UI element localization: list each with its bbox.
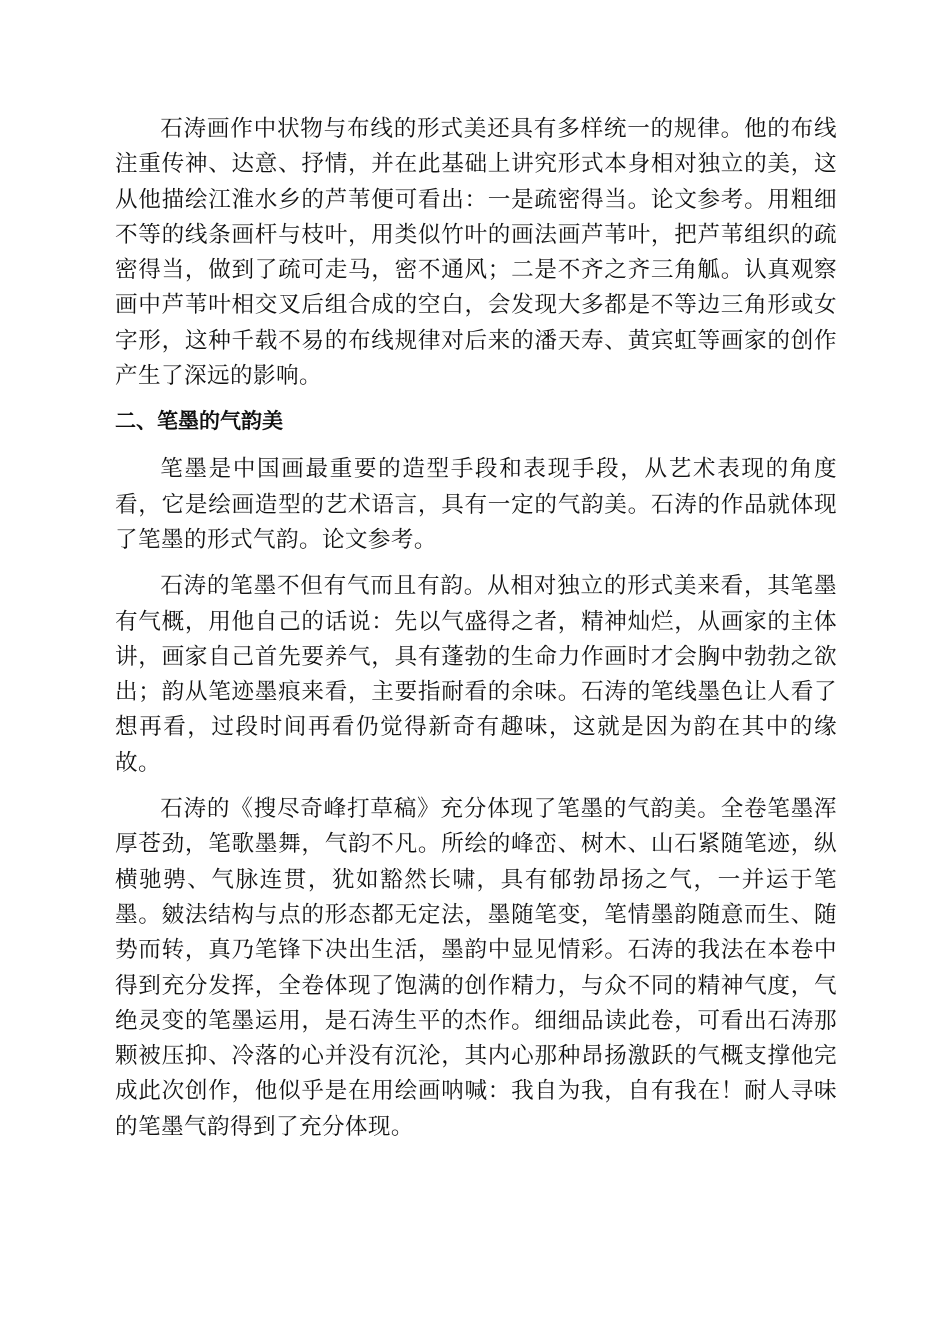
section-heading: 二、笔墨的气韵美 — [115, 409, 283, 434]
paragraph-brush-ink-intro: 笔墨是中国画最重要的造型手段和表现手段，从艺术表现的角度看，它是绘画造型的艺术语言，具有一定的气韵美。石涛的作品就体现了笔墨的形式气韵。论文参考。 — [115, 456, 837, 553]
paragraph-sketch-scroll: 石涛的《搜尽奇峰打草稿》充分体现了笔墨的气韵美。全卷笔墨浑厚苍劲，笔歌墨舞，气韵不凡。所绘的峰峦、树木、山石紧随笔迹，纵横驰骋、气脉连贯，犹如豁然长啸，具有郁勃昂扬之气，一并运于笔墨。皴法结构与点的形态都无定法，墨随笔变，笔情墨韵随意而生、随势而转，真乃笔锋下决出生活，墨韵中显见情彩。石涛的我法在本卷中得到充分发挥，全卷体现了饱满的创作精力，与众不同的精神气度，气绝灵变的笔墨运用，是石涛生平的杰作。细细品读此卷，可看出石涛那颗被压抑、冷落的心并没有沉沦，其内心那种昂扬激跃的气概支撑他完成此次创作，他似乎是在用绘画呐喊：我自为我，自有我在！耐人寻味的笔墨气韵得到了充分体现。 — [115, 796, 837, 1140]
document-page — [115, 112, 837, 1145]
paragraph-gap — [115, 781, 837, 792]
paragraph-layout-rules: 石涛画作中状物与布线的形式美还具有多样统一的规律。他的布线注重传神、达意、抒情，并在此基础上讲究形式本身相对独立的美，这从他描绘江淮水乡的芦苇便可看出：一是疏密得当。论文参考。用粗细不等的线条画杆与枝叶，用类似竹叶的画法画芦苇叶，把芦苇组织的疏密得当，做到了疏可走马，密不通风；二是不齐之齐三角觚。认真观察画中芦苇叶相交叉后组合成的空白，会发现大多都是不等边三角形或女字形，这种千载不易的布线规律对后来的潘天寿、黄宾虹等画家的创作产生了深远的影响。 — [115, 116, 837, 390]
paragraph-qi-and-yun: 石涛的笔墨不但有气而且有韵。从相对独立的形式美来看，其笔墨有气概，用他自己的话说：先以气盛得之者，精神灿烂，从画家的主体讲，画家自己首先要养气，具有蓬勃的生命力作画时才会胸中勃勃之欲出；韵从笔迹墨痕来看，主要指耐看的余味。石涛的笔线墨色让人看了想再看，过段时间再看仍觉得新奇有趣味，这就是因为韵在其中的缘故。 — [115, 573, 837, 776]
paragraph-gap — [115, 558, 837, 569]
